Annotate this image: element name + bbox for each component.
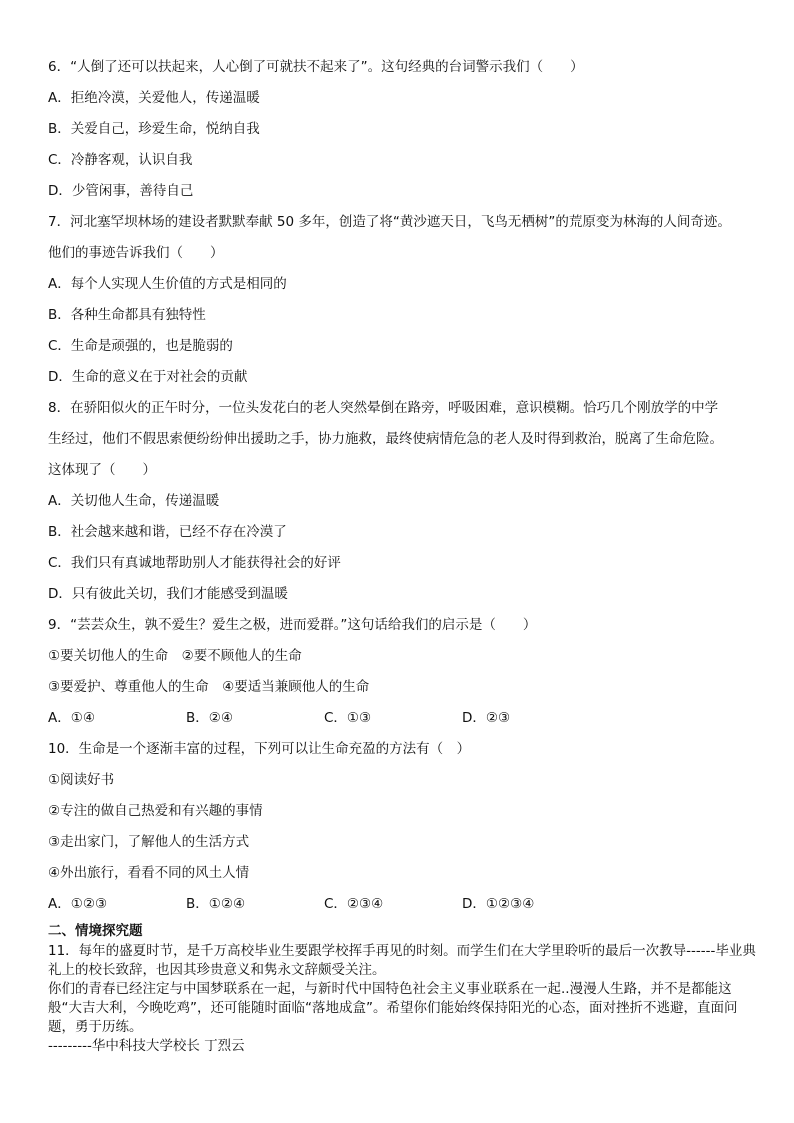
question-10-statement-1: ①阅读好书 xyxy=(48,772,115,788)
question-9-stem: 9．“芸芸众生，孰不爱生？爱生之极，进而爱群。”这句话给我们的启示是（ ） xyxy=(48,617,537,633)
question-11-paragraph-2: 你们的青春已经注定与中国梦联系在一起，与新时代中国特色社会主义事业联系在一起..漫漫人生路，并不是都能这般“大吉大利，今晚吃鸡”，还可能随时面临“落地成盒”。希望你们能始终保持阳光的心态，面对挫折不逃避，直面问题，勇于历练。 xyxy=(48,981,738,1035)
question-10-statement-2: ②专注的做自己热爱和有兴趣的事情 xyxy=(48,803,263,819)
question-9-statements-line-1: ①要关切他人的生命 ②要不顾他人的生命 xyxy=(48,648,302,664)
question-9-statements-line-2: ③要爱护、尊重他人的生命 ④要适当兼顾他人的生命 xyxy=(48,679,370,695)
question-6-option-a: A．拒绝冷漠，关爱他人，传递温暖 xyxy=(48,90,260,106)
question-7-option-a: A．每个人实现人生价值的方式是相同的 xyxy=(48,276,287,292)
question-8-option-a: A．关切他人生命，传递温暖 xyxy=(48,493,220,509)
question-10-option-a: A．①②③ xyxy=(48,896,108,912)
question-8-option-c: C．我们只有真诚地帮助别人才能获得社会的好评 xyxy=(48,555,341,571)
question-10-option-d: D．①②③④ xyxy=(462,896,535,912)
question-7-option-d: D．生命的意义在于对社会的贡献 xyxy=(48,369,248,385)
question-10-statement-3: ③走出家门，了解他人的生活方式 xyxy=(48,834,250,850)
exam-page xyxy=(48,52,756,1056)
question-9-option-a: A．①④ xyxy=(48,710,95,726)
question-8-stem-line-1: 8．在骄阳似火的正午时分，一位头发花白的老人突然晕倒在路旁，呼吸困难，意识模糊。恰巧几个刚放学的中学 xyxy=(48,400,719,416)
question-6-option-c: C．冷静客观，认识自我 xyxy=(48,152,193,168)
question-10 xyxy=(48,734,756,920)
question-9 xyxy=(48,610,756,734)
question-9-option-d: D．②③ xyxy=(462,710,511,726)
question-6-stem: 6．“人倒了还可以扶起来，人心倒了可就扶不起来了”。这句经典的台词警示我们（ ） xyxy=(48,59,584,75)
question-8-stem-line-3: 这体现了（ ） xyxy=(48,462,156,478)
question-10-stem: 10．生命是一个逐渐丰富的过程，下列可以让生命充盈的方法有（ ） xyxy=(48,741,471,757)
question-10-option-c: C．②③④ xyxy=(324,896,384,912)
question-6-option-b: B．关爱自己，珍爱生命，悦纳自我 xyxy=(48,121,260,137)
question-6-option-d: D．少管闲事，善待自己 xyxy=(48,183,194,199)
question-10-statement-4: ④外出旅行，看看不同的风土人情 xyxy=(48,865,250,881)
question-9-option-c: C．①③ xyxy=(324,710,372,726)
question-11 xyxy=(48,942,756,1056)
question-6 xyxy=(48,52,756,207)
question-11-paragraph-1: 11．每年的盛夏时节，是千万高校毕业生要跟学校挥手再见的时刻。而学生们在大学里聆听的最后一次教导------毕业典礼上的校长致辞，也因其珍贵意义和隽永文辞颇受关注。 xyxy=(48,943,756,978)
question-9-options xyxy=(48,703,756,734)
question-8-stem-line-2: 生经过，他们不假思索便纷纷伸出援助之手，协力施救，最终使病情危急的老人及时得到救治，脱离了生命危险。 xyxy=(48,431,723,447)
section-2-title: 二、情境探究题 xyxy=(48,923,143,939)
question-10-options xyxy=(48,889,756,920)
question-7-stem-line-1: 7．河北塞罕坝林场的建设者默默奉献 50 多年，创造了将“黄沙遮天日，飞鸟无栖树”的荒原变为林海的人间奇迹。 xyxy=(48,214,731,230)
question-7-stem-line-2: 他们的事迹告诉我们（ ） xyxy=(48,245,224,261)
question-7-option-c: C．生命是顽强的，也是脆弱的 xyxy=(48,338,233,354)
question-8 xyxy=(48,393,756,610)
question-8-option-d: D．只有彼此关切，我们才能感受到温暖 xyxy=(48,586,288,602)
question-9-option-b: B．②④ xyxy=(186,710,233,726)
question-11-signature: ---------华中科技大学校长 丁烈云 xyxy=(48,1038,245,1054)
question-10-option-b: B．①②④ xyxy=(186,896,246,912)
question-7 xyxy=(48,207,756,393)
question-8-option-b: B．社会越来越和谐，已经不存在冷漠了 xyxy=(48,524,287,540)
question-7-option-b: B．各种生命都具有独特性 xyxy=(48,307,206,323)
